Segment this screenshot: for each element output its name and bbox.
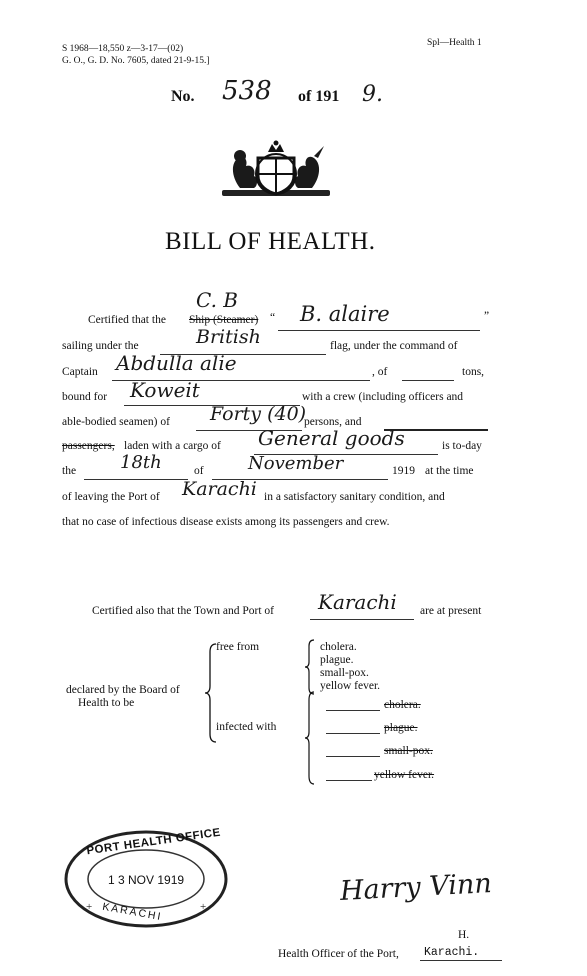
disease-yellow-fever: yellow fever. (320, 680, 381, 692)
disease-cholera: cholera. (320, 641, 357, 653)
free-bracket (304, 638, 316, 696)
infected-blank-2 (326, 733, 380, 734)
flag-command-label: flag, under the command of (330, 340, 458, 352)
officer-signature: Harry Vinn (339, 868, 493, 907)
port-handwritten: Karachi (182, 478, 257, 500)
condition-label: in a satisfactory sanitary condition, and (264, 491, 445, 503)
crew-count-handwritten: Forty (40) (210, 403, 307, 425)
infected-blank-3 (326, 756, 380, 757)
declared-line-2: Health to be (78, 697, 135, 709)
certificate-number: 538 (222, 76, 272, 106)
cargo-handwritten: General goods (258, 426, 405, 450)
leaving-port-label: of leaving the Port of (62, 491, 160, 503)
town-handwritten: Karachi (318, 590, 397, 614)
infected-blank-1 (326, 710, 380, 711)
number-label: No. (171, 88, 195, 105)
town-line (310, 619, 414, 620)
infected-bracket (304, 690, 316, 786)
disease-smallpox: small-pox. (320, 667, 369, 679)
infected-with-label: infected with (216, 721, 277, 733)
seamen-label: able-bodied seamen) of (62, 416, 170, 428)
no-infection-statement: that no case of infectious disease exists among its passengers and crew. (62, 516, 390, 528)
tonnage-line (402, 380, 454, 381)
are-at-present-label: are at present (420, 605, 482, 617)
bound-for-label: bound for (62, 391, 108, 403)
captain-label: Captain (62, 366, 98, 378)
of-label: , of (372, 366, 388, 378)
of-month-label: of (194, 465, 204, 477)
free-from-label: free from (216, 641, 260, 653)
passengers-struck: passengers, (62, 440, 115, 452)
infected-cholera-struck: cholera. (384, 699, 421, 711)
day-handwritten: 18th (120, 452, 162, 473)
vessel-prefix-handwritten: C. B (196, 288, 239, 312)
infected-yellow-fever-struck: yellow fever. (374, 769, 435, 781)
day-line (84, 479, 188, 480)
certified-that-label: Certified that the (88, 314, 166, 326)
crew-label: with a crew (including officers and (302, 391, 464, 403)
svg-text:+: + (86, 901, 93, 913)
quote-open: “ (270, 312, 276, 324)
vessel-name-handwritten: B. alaire (300, 302, 390, 326)
month-handwritten: November (248, 453, 344, 474)
stamp-bottom-text: KARACHI (101, 900, 164, 924)
tons-label: tons, (462, 366, 485, 378)
is-today-label: is to-day (442, 440, 482, 452)
flag-handwritten: British (196, 326, 261, 348)
year-digit: 9. (362, 82, 383, 107)
svg-text:+: + (200, 901, 207, 913)
disease-plague: plague. (320, 654, 354, 666)
officer-label: Health Officer of the Port, (278, 948, 399, 960)
infected-plague-struck: plague. (384, 722, 418, 734)
declared-line-1: declared by the Board of (66, 684, 180, 696)
form-reference: Spl—Health 1 (427, 38, 482, 48)
stamp-top-text: PORT HEALTH OFFICE (85, 826, 222, 858)
laden-label: laden with a cargo of (124, 440, 221, 452)
captain-handwritten: Abdulla alie (116, 351, 237, 375)
officer-port-line (420, 960, 502, 961)
time-label: at the time (425, 465, 474, 477)
persons-and-label: persons, and (304, 416, 362, 428)
sailing-under-label: sailing under the (62, 340, 139, 352)
year-label: of 191 (298, 88, 340, 105)
infected-smallpox-struck: small-pox. (384, 745, 433, 757)
vessel-name-line (278, 330, 480, 331)
also-certified-label: Certified also that the Town and Port of (92, 605, 274, 617)
destination-handwritten: Koweit (130, 378, 200, 402)
quote-close: ” (484, 310, 490, 322)
royal-coat-of-arms (218, 140, 334, 200)
ship-steamer-struck: Ship (Steamer) (189, 314, 259, 326)
the-label: the (62, 465, 77, 477)
document-title: BILL OF HEALTH. (165, 228, 376, 255)
print-code: S 1968—18,550 z—3-17—(02) (62, 44, 184, 54)
stamp-date: 1 3 NOV 1919 (108, 873, 185, 887)
year-text: 1919 (392, 465, 415, 477)
free-diseases-list (320, 641, 380, 693)
officer-initial: H. (458, 929, 470, 941)
officer-port: Karachi. (424, 946, 480, 959)
infected-blank-4 (326, 780, 372, 781)
order-reference: G. O., G. D. No. 7605, dated 21-9-15.] (62, 56, 210, 66)
